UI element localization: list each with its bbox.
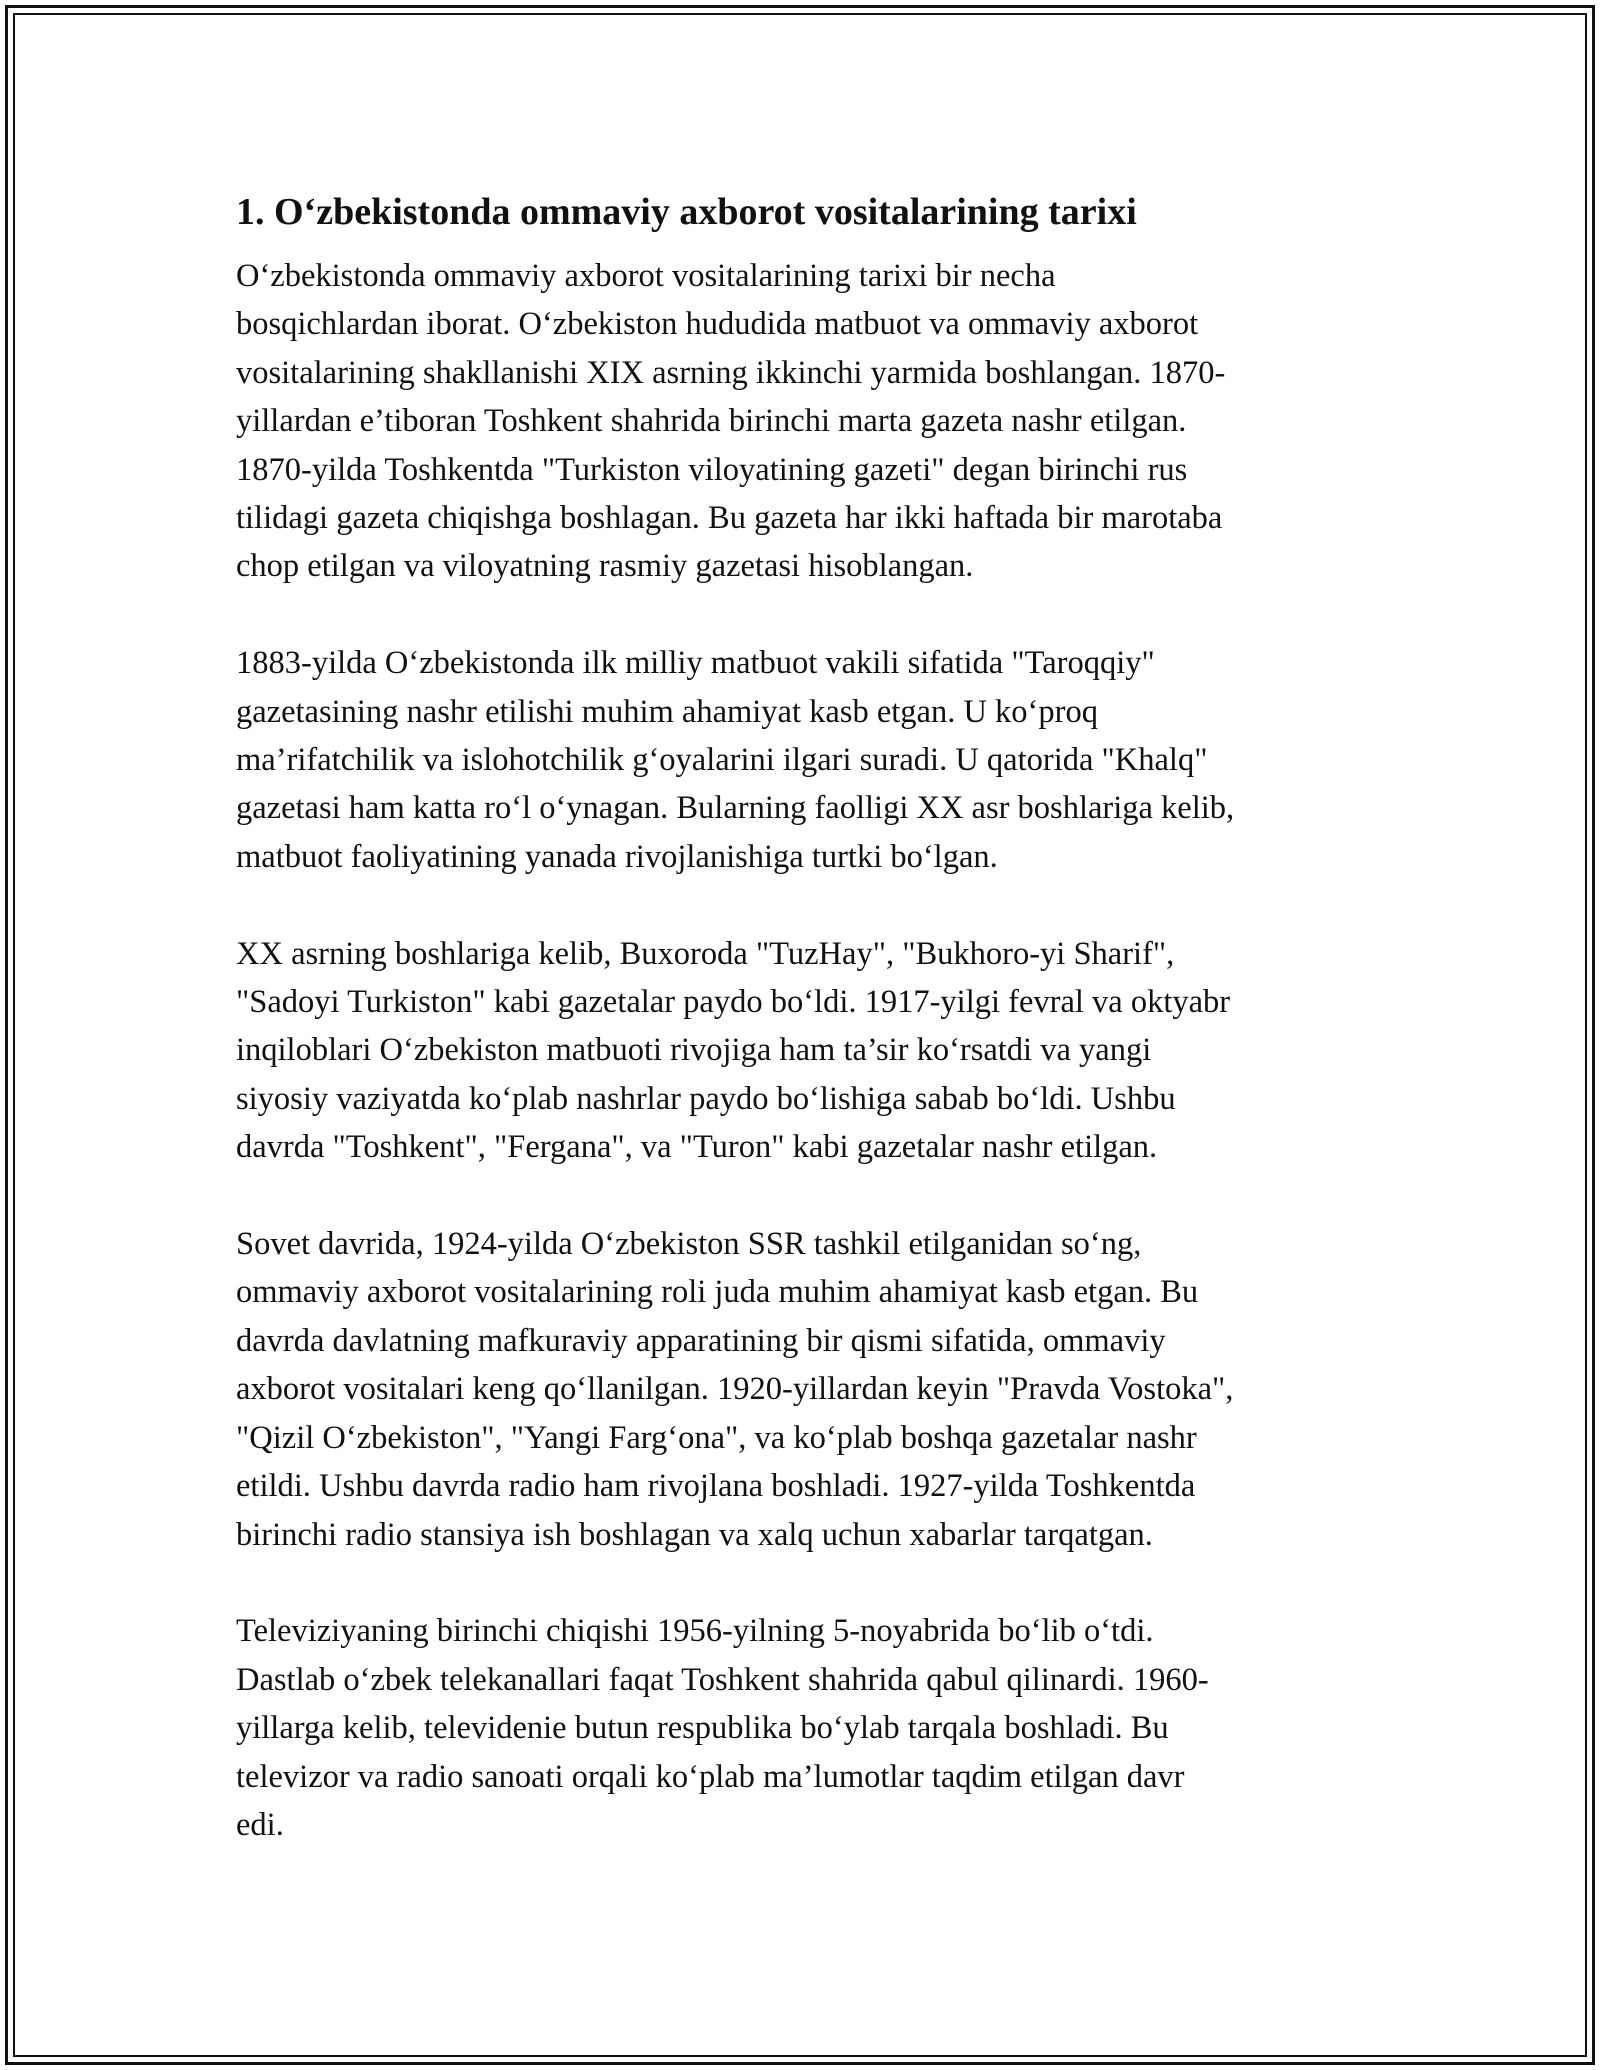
paragraph-2: 1883-yilda O‘zbekistonda ilk milliy matbuot vakili sifatida "Taroqqiy" gazetasining nashr etilishi muhim ahamiyat kasb etgan. U ko‘proq ma’rifatchilik va islohotchilik g‘oyalarini ilgari suradi. U qatorida "Khalq" gazetasi ham katta ro‘l o‘ynagan. Bularning faolligi XX asr boshlariga kelib, matbuot faoliyatining yanada rivojlanishiga turtki bo‘lgan. [236,645,1235,875]
paragraph-1: O‘zbekistonda ommaviy axborot vositalarining tarixi bir necha bosqichlardan iborat. O‘zbekiston hududida matbuot va ommaviy axborot vositalarining shakllanishi XIX asrning ikkinchi yarmida boshlangan. 1870- yillardan e’tiboran Toshkent shahrida birinchi marta gazeta nashr etilgan. 1870-yilda Toshkentda "Turkiston viloyatining gazeti" degan birinchi rus tilidagi gazeta chiqishga boshlagan. Bu gazeta har ikki haftada bir marotaba chop etilgan va viloyatning rasmiy gazetasi hisoblangan. [236,258,1226,585]
paragraph-3: XX asrning boshlariga kelib, Buxoroda "TuzHay", "Bukhoro-yi Sharif", "Sadoyi Turkiston" kabi gazetalar paydo bo‘ldi. 1917-yilgi fevral va oktyabr inqiloblari O‘zbekiston matbuoti rivojiga ham ta’sir ko‘rsatdi va yangi siyosiy vaziyatda ko‘plab nashrlar paydo bo‘lishiga sabab bo‘ldi. Ushbu davrda "Toshkent", "Fergana", va "Turon" kabi gazetalar nashr etilgan. [236,935,1231,1166]
paragraph-5: Televiziyaning birinchi chiqishi 1956-yilning 5-noyabrida bo‘lib o‘tdi. Dastlab o‘zbek telekanallari faqat Toshkent shahrida qabul qilinardi. 1960- yillarga kelib, televidenie butun respublika bo‘ylab tarqala boshladi. Bu televizor va radio sanoati orqali ko‘plab ma’lumotlar taqdim etilgan davr edi. [236,1613,1209,1843]
paragraph-4: Sovet davrida, 1924-yilda O‘zbekiston SSR tashkil etilganidan so‘ng, ommaviy axborot vositalarining roli juda muhim ahamiyat kasb etgan. Bu davrda davlatning mafkuraviy apparatining bir qismi sifatida, ommaviy axborot vositalari keng qo‘llanilgan. 1920-yillardan keyin "Pravda Vostoka", "Qizil O‘zbekiston", "Yangi Farg‘ona", va ko‘plab boshqa gazetalar nashr etildi. Ushbu davrda radio ham rivojlana boshladi. 1927-yilda Toshkentda birinchi radio stansiya ish boshlagan va xalq uchun xabarlar tarqatgan. [236,1226,1234,1553]
document-body [236,186,1376,1849]
section-heading: 1. O‘zbekistonda ommaviy axborot vositalarining tarixi [236,191,1137,233]
